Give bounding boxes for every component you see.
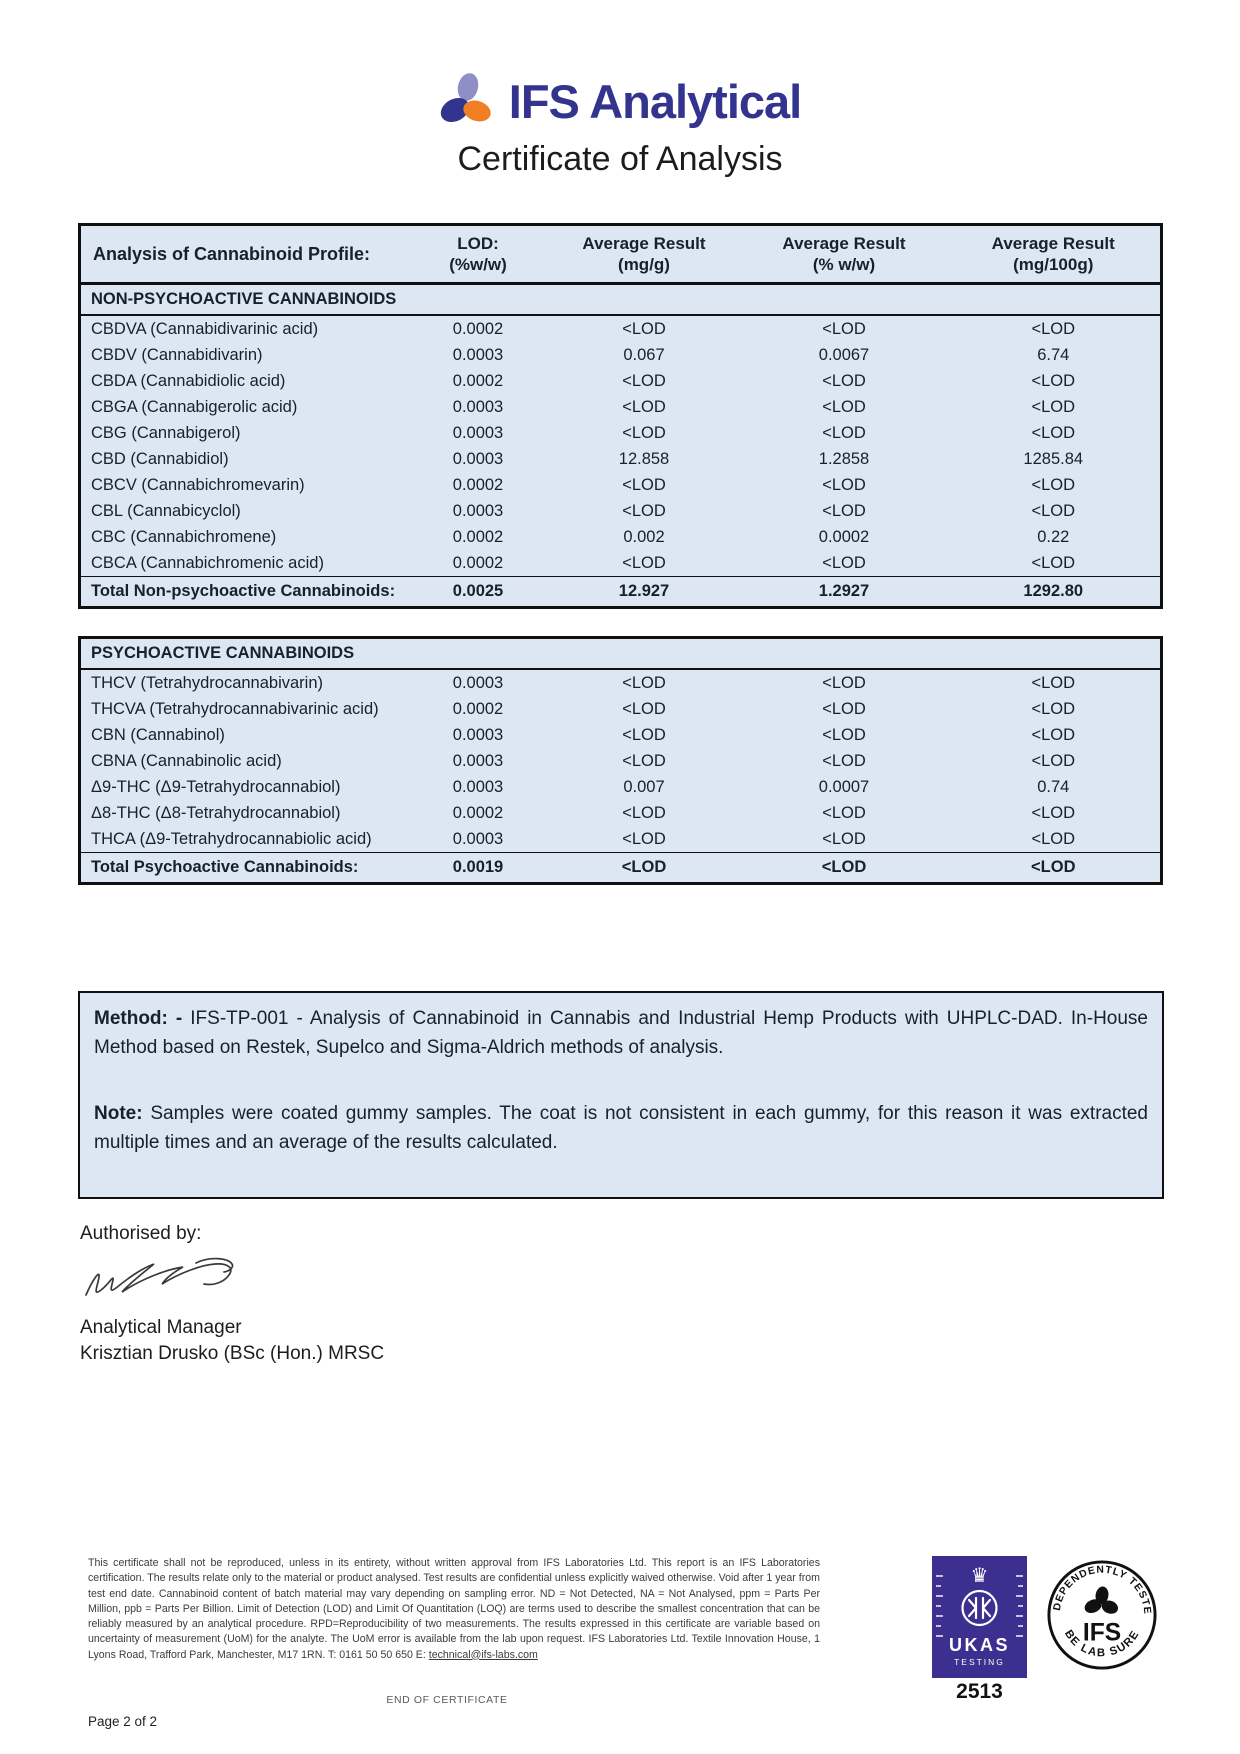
total-pct-ww: <LOD xyxy=(742,853,947,884)
avg-pct-ww: <LOD xyxy=(822,371,866,390)
table-row xyxy=(80,748,1162,774)
avg-pct-ww: <LOD xyxy=(822,423,866,442)
lod-value: 0.0003 xyxy=(452,397,504,416)
total-row xyxy=(80,577,1162,608)
avg-pct-ww: <LOD xyxy=(822,553,866,572)
ifs-stamp-icon xyxy=(1045,1558,1159,1672)
stamp-top-text: DEPENDENTLY TESTE xyxy=(1051,1564,1153,1616)
total-label: Total Non-psychoactive Cannabinoids: xyxy=(80,577,410,608)
table-row xyxy=(80,420,1162,446)
table-row xyxy=(80,394,1162,420)
ifs-stamp xyxy=(1045,1558,1159,1677)
table-row xyxy=(80,446,1162,472)
table-row xyxy=(80,368,1162,394)
avg-pct-ww: <LOD xyxy=(822,751,866,770)
total-lod: 0.0019 xyxy=(410,853,547,884)
avg-mg-100g: <LOD xyxy=(1031,699,1076,718)
analyte-name: THCA (Δ9-Tetrahydrocannabiolic acid) xyxy=(91,829,372,848)
avg-pct-ww: 1.2858 xyxy=(818,449,870,468)
table-row xyxy=(80,342,1162,368)
lod-value: 0.0002 xyxy=(452,699,504,718)
avg-mg-100g: <LOD xyxy=(1031,475,1076,494)
avg-pct-ww: <LOD xyxy=(822,319,866,338)
note-paragraph xyxy=(94,1100,1148,1157)
table-row xyxy=(80,826,1162,853)
avg-mg-100g: <LOD xyxy=(1031,829,1076,848)
analyte-name: CBG (Cannabigerol) xyxy=(91,423,241,442)
total-mg-100g: 1292.80 xyxy=(947,577,1162,608)
lod-value: 0.0003 xyxy=(452,725,504,744)
analyte-name: CBN (Cannabinol) xyxy=(91,725,225,744)
lod-value: 0.0002 xyxy=(452,527,504,546)
section-header: NON-PSYCHOACTIVE CANNABINOIDS xyxy=(80,284,1162,316)
total-label: Total Psychoactive Cannabinoids: xyxy=(80,853,410,884)
ukas-badge-icon xyxy=(932,1556,1027,1678)
table-row xyxy=(80,498,1162,524)
avg-pct-ww: <LOD xyxy=(822,829,866,848)
analyte-name: CBCV (Cannabichromevarin) xyxy=(91,475,305,494)
lod-value: 0.0002 xyxy=(452,319,504,338)
analyte-name: Δ9-THC (Δ9-Tetrahydrocannabiol) xyxy=(91,777,341,796)
crown-icon: ♛ xyxy=(970,1563,989,1587)
avg-mg-g: <LOD xyxy=(622,751,666,770)
column-header-mg-g: Average Result (mg/g) xyxy=(582,233,706,274)
column-header-mg-100g: Average Result (mg/100g) xyxy=(991,233,1115,274)
avg-mg-g: 12.858 xyxy=(618,449,670,468)
table-header-row xyxy=(80,225,1162,284)
avg-pct-ww: 0.0002 xyxy=(818,527,870,546)
non-psychoactive-table xyxy=(78,223,1163,609)
lod-value: 0.0003 xyxy=(452,751,504,770)
lod-value: 0.0002 xyxy=(452,475,504,494)
avg-pct-ww: <LOD xyxy=(822,397,866,416)
table-row xyxy=(80,722,1162,748)
avg-mg-g: 0.002 xyxy=(623,527,665,546)
ukas-wordmark: UKAS xyxy=(948,1635,1011,1655)
column-header-profile: Analysis of Cannabinoid Profile: xyxy=(93,243,371,264)
avg-pct-ww: <LOD xyxy=(822,725,866,744)
avg-mg-100g: <LOD xyxy=(1031,725,1076,744)
lod-value: 0.0002 xyxy=(452,371,504,390)
stamp-ifs-wordmark: IFS xyxy=(1082,1619,1122,1647)
analyte-name: CBD (Cannabidiol) xyxy=(91,449,229,468)
table-row xyxy=(80,774,1162,800)
lod-value: 0.0003 xyxy=(452,423,504,442)
note-text: Samples were coated gummy samples. The coat is not consistent in each gummy, for this reason it was extracted multiple times and an average of the results calculated. xyxy=(94,1103,1149,1153)
avg-mg-g: <LOD xyxy=(622,829,666,848)
avg-mg-100g: 6.74 xyxy=(1037,345,1070,364)
end-of-certificate-label: END OF CERTIFICATE xyxy=(386,1694,508,1706)
avg-pct-ww: <LOD xyxy=(822,803,866,822)
analyte-name: CBGA (Cannabigerolic acid) xyxy=(91,397,298,416)
analyte-name: CBDVA (Cannabidivarinic acid) xyxy=(91,319,319,338)
avg-mg-100g: <LOD xyxy=(1031,397,1076,416)
email-link[interactable]: technical@ifs-labs.com xyxy=(428,1648,538,1661)
lod-value: 0.0003 xyxy=(452,673,504,692)
analyte-name: CBL (Cannabicyclol) xyxy=(91,501,241,520)
avg-mg-g: <LOD xyxy=(622,553,666,572)
stamp-bottom-text: BE LAB SURE xyxy=(1061,1628,1143,1660)
method-text: IFS-TP-001 - Analysis of Cannabinoid in Cannabis and Industrial Hemp Products with UHPLC-DAD. In-House Method based on Restek, Supelco and Sigma-Aldrich methods of analysis. xyxy=(94,1008,1149,1058)
table-row xyxy=(80,472,1162,498)
signatory-role: Analytical Manager xyxy=(80,1317,242,1338)
avg-mg-100g: 1285.84 xyxy=(1023,449,1084,468)
analyte-name: THCVA (Tetrahydrocannabivarinic acid) xyxy=(91,699,379,718)
analyte-name: CBDV (Cannabidivarin) xyxy=(91,345,263,364)
avg-mg-g: <LOD xyxy=(622,319,666,338)
avg-mg-100g: <LOD xyxy=(1031,673,1076,692)
lod-value: 0.0003 xyxy=(452,777,504,796)
total-mg-g: <LOD xyxy=(547,853,742,884)
avg-mg-g: <LOD xyxy=(622,371,666,390)
brand-header xyxy=(0,0,1240,130)
avg-mg-g: <LOD xyxy=(622,423,666,442)
avg-mg-g: 0.007 xyxy=(623,777,665,796)
table-row xyxy=(80,550,1162,577)
analyte-name: THCV (Tetrahydrocannabivarin) xyxy=(91,673,324,692)
avg-pct-ww: 0.0067 xyxy=(818,345,870,364)
column-header-lod: LOD: (%w/w) xyxy=(449,233,507,274)
avg-mg-g: 0.067 xyxy=(623,345,665,364)
avg-mg-100g: <LOD xyxy=(1031,553,1076,572)
table-row xyxy=(80,696,1162,722)
lod-value: 0.0003 xyxy=(452,829,504,848)
ukas-testing-label: TESTING xyxy=(954,1657,1005,1667)
psychoactive-table xyxy=(78,636,1163,885)
total-mg-100g: <LOD xyxy=(947,853,1162,884)
section-header: PSYCHOACTIVE CANNABINOIDS xyxy=(80,638,1162,670)
avg-pct-ww: <LOD xyxy=(822,673,866,692)
note-label: Note: xyxy=(94,1103,143,1124)
brand-name: IFS Analytical xyxy=(508,74,802,128)
avg-pct-ww: <LOD xyxy=(822,475,866,494)
page-number: Page 2 of 2 xyxy=(88,1714,158,1729)
ukas-testing-badge xyxy=(932,1556,1027,1683)
avg-pct-ww: 0.0007 xyxy=(818,777,870,796)
total-row xyxy=(80,853,1162,884)
analyte-name: Δ8-THC (Δ8-Tetrahydrocannabiol) xyxy=(91,803,341,822)
ifs-clover-logo-icon xyxy=(439,72,495,130)
avg-mg-100g: <LOD xyxy=(1031,423,1076,442)
lod-value: 0.0002 xyxy=(452,803,504,822)
lod-value: 0.0003 xyxy=(452,449,504,468)
signatory-name: Krisztian Drusko (BSc (Hon.) MRSC xyxy=(80,1342,385,1364)
avg-mg-100g: 0.22 xyxy=(1037,527,1070,546)
avg-mg-100g: <LOD xyxy=(1031,319,1076,338)
table-row xyxy=(80,800,1162,826)
lod-value: 0.0003 xyxy=(452,345,504,364)
avg-mg-100g: <LOD xyxy=(1031,803,1076,822)
avg-pct-ww: <LOD xyxy=(822,501,866,520)
table-row xyxy=(80,315,1162,342)
total-mg-g: 12.927 xyxy=(547,577,742,608)
total-lod: 0.0025 xyxy=(410,577,547,608)
footer-disclaimer: This certificate shall not be reproduced, unless in its entirety, without written approval from IFS Laboratories Ltd. This report is an IFS Laboratories certification. The results relate only to the material or product analysed. Test results are confidential unless explicitly waived otherwise. Void after 1 year from test end date. Cannabinoid content of batch material may vary depending on sampling error. ND = Not Detected, NA = Not Analysed, ppm = Parts Per Million, ppb = Parts Per Billion. Limit of Detection (LOD) and Limit Of Quantitation (LOQ) are terms used to describe the smallest concentration that can be reliably measured by an analytical procedure. RPD=Reproducibility of two measurements. The results expressed in this certificate are variable based on uncertainty of measurement (UoM) for the analyte. The UoM error is available from the lab upon request. IFS Laboratories Ltd. Textile Innovation House, 1 Lyons Road, Trafford Park, Manchester, M17 1RN. T: 0161 50 50 650 E: technical@ifs-labs.com xyxy=(88,1557,820,1661)
table-row xyxy=(80,524,1162,550)
avg-mg-100g: <LOD xyxy=(1031,371,1076,390)
avg-mg-g: <LOD xyxy=(622,501,666,520)
analyte-name: CBC (Cannabichromene) xyxy=(91,527,277,546)
column-header-pct-ww: Average Result (% w/w) xyxy=(782,233,906,274)
avg-mg-g: <LOD xyxy=(622,699,666,718)
lod-value: 0.0003 xyxy=(452,501,504,520)
table-row xyxy=(80,669,1162,696)
avg-mg-g: <LOD xyxy=(622,673,666,692)
analyte-name: CBDA (Cannabidiolic acid) xyxy=(91,371,286,390)
signature xyxy=(80,1251,1240,1313)
avg-mg-g: <LOD xyxy=(622,475,666,494)
lod-value: 0.0002 xyxy=(452,553,504,572)
avg-mg-g: <LOD xyxy=(622,397,666,416)
avg-pct-ww: <LOD xyxy=(822,699,866,718)
avg-mg-100g: <LOD xyxy=(1031,501,1076,520)
avg-mg-100g: <LOD xyxy=(1031,751,1076,770)
method-note-box xyxy=(78,991,1164,1199)
authorisation-block xyxy=(80,1223,1240,1366)
document-title: Certificate of Analysis xyxy=(457,140,783,178)
method-paragraph xyxy=(94,1005,1148,1062)
signature-icon xyxy=(80,1251,255,1307)
avg-mg-g: <LOD xyxy=(622,725,666,744)
analyte-name: CBCA (Cannabichromenic acid) xyxy=(91,553,324,572)
analyte-name: CBNA (Cannabinolic acid) xyxy=(91,751,282,770)
ukas-accreditation-number: 2513 xyxy=(956,1680,1003,1703)
method-label: Method: - xyxy=(94,1008,183,1029)
avg-mg-100g: 0.74 xyxy=(1037,777,1070,796)
authorised-by-label: Authorised by: xyxy=(80,1223,202,1244)
total-pct-ww: 1.2927 xyxy=(742,577,947,608)
avg-mg-g: <LOD xyxy=(622,803,666,822)
